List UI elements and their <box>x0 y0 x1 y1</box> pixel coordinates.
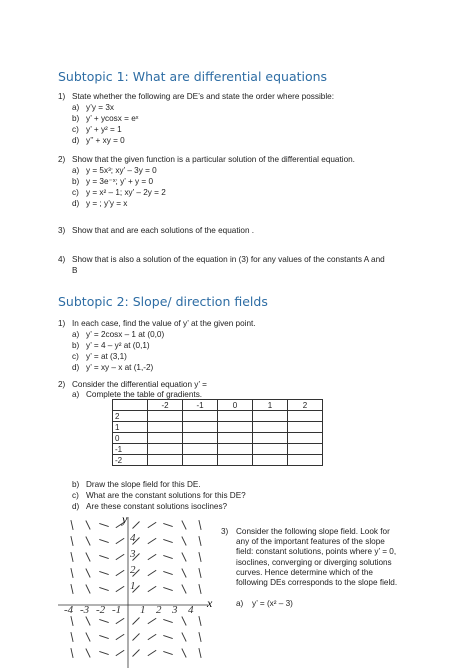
table-header-cell: 2 <box>288 400 323 411</box>
table-cell <box>218 444 253 455</box>
question-text: Show that and are each solutions of the equation . <box>72 226 255 235</box>
table-row <box>113 444 323 455</box>
item-text: y’ = xy – x at (1,-2) <box>86 363 154 372</box>
table-cell <box>288 422 323 433</box>
slope-segment <box>71 616 73 626</box>
slope-segment <box>148 650 156 656</box>
table-cell <box>183 444 218 455</box>
table-header-cell: 1 <box>253 400 288 411</box>
slope-segment <box>133 634 140 641</box>
item-label: a) <box>72 390 80 399</box>
table-cell <box>183 411 218 422</box>
table-cell <box>253 455 288 466</box>
slope-marks <box>71 520 201 658</box>
table-cell <box>288 444 323 455</box>
item-label: b) <box>72 480 80 489</box>
question-number: 2) <box>58 380 66 389</box>
item-label: d) <box>72 502 80 511</box>
item-text: y = ; y’y = x <box>86 199 128 208</box>
gradient-table <box>112 399 323 466</box>
row-header-cell: -1 <box>113 444 148 455</box>
table-cell <box>148 433 183 444</box>
question-text-continued: B <box>72 266 78 275</box>
table-cell <box>218 433 253 444</box>
table-cell <box>148 422 183 433</box>
slope-segment <box>86 617 90 626</box>
slope-segment <box>116 538 124 544</box>
y-tick-label: 4 <box>130 532 136 544</box>
slope-segment <box>133 618 140 625</box>
item-label: d) <box>72 136 80 145</box>
item-text: What are the constant solutions for this DE? <box>86 491 246 500</box>
item-text: y’’ + xy = 0 <box>86 136 125 145</box>
item-label: c) <box>72 125 79 134</box>
slope-segment <box>182 633 186 642</box>
slope-segment <box>199 520 201 530</box>
question-number: 3) <box>221 527 229 536</box>
x-tick-label: -3 <box>80 604 90 616</box>
slope-segment <box>86 521 90 530</box>
slope-segment <box>199 552 201 562</box>
slope-segment <box>199 536 201 546</box>
table-cell <box>183 422 218 433</box>
item-text: y’ + y² = 1 <box>86 125 122 134</box>
slope-segment <box>163 523 172 526</box>
option-text: y’ = (x² – 3) <box>252 599 293 608</box>
slope-segment <box>199 648 201 658</box>
slope-segment <box>99 635 108 638</box>
table-cell <box>288 411 323 422</box>
slope-segment <box>199 632 201 642</box>
table-cell <box>148 411 183 422</box>
slope-segment <box>148 618 156 624</box>
slope-segment <box>99 571 108 574</box>
table-cell <box>288 433 323 444</box>
row-header-cell: -2 <box>113 455 148 466</box>
row-header-cell: 0 <box>113 433 148 444</box>
slope-segment <box>99 651 108 654</box>
slope-field-figure <box>58 513 218 668</box>
question-text-line: field: constant solutions, points where y’ = 0, <box>236 547 397 557</box>
item-text: y’ = at (3,1) <box>86 352 127 361</box>
slope-segment <box>133 650 140 657</box>
slope-segment <box>182 553 186 562</box>
x-tick-label: 4 <box>188 604 194 616</box>
slope-segment <box>86 553 90 562</box>
question-text-line: any of the important features of the slope <box>236 537 385 547</box>
slope-segment <box>182 617 186 626</box>
item-text: Are these constant solutions isoclines? <box>86 502 228 511</box>
slope-segment <box>148 634 156 640</box>
slope-segment <box>116 586 124 592</box>
table-cell <box>218 422 253 433</box>
slope-segment <box>148 586 156 592</box>
y-tick-label: 2 <box>130 564 136 576</box>
slope-segment <box>116 650 124 656</box>
question-text-block <box>236 527 441 588</box>
question-text: In each case, find the value of y’ at the given point. <box>72 319 256 328</box>
slope-segment <box>99 587 108 590</box>
slope-segment <box>133 522 140 529</box>
slope-segment <box>86 585 90 594</box>
slope-segment <box>86 633 90 642</box>
item-text: y = 5x³; xy’ – 3y = 0 <box>86 166 157 175</box>
item-label: c) <box>72 491 79 500</box>
table-cell <box>183 455 218 466</box>
item-label: c) <box>72 352 79 361</box>
x-tick-label: 2 <box>156 604 162 616</box>
question-text-line: isoclines, converging or diverging solutions <box>236 557 392 567</box>
table-cell <box>148 444 183 455</box>
item-label: b) <box>72 114 80 123</box>
slope-segment <box>116 554 124 560</box>
slope-segment <box>99 539 108 542</box>
item-label: d) <box>72 199 80 208</box>
table-header-cell: -2 <box>148 400 183 411</box>
subtopic-1-heading: Subtopic 1: What are differential equations <box>58 69 328 84</box>
table-cell <box>253 411 288 422</box>
slope-segment <box>86 537 90 546</box>
subtopic-2-heading: Subtopic 2: Slope/ direction fields <box>58 294 268 309</box>
slope-segment <box>116 570 124 576</box>
slope-segment <box>99 523 108 526</box>
question-text-line: curves. Hence determine which of the <box>236 567 373 577</box>
slope-segment <box>71 584 73 594</box>
x-tick-label: 3 <box>172 604 178 616</box>
question-text-line: Consider the following slope field. Look for <box>236 527 390 536</box>
x-tick-label: -1 <box>112 604 122 616</box>
slope-segment <box>148 538 156 544</box>
item-label: b) <box>72 341 80 350</box>
item-label: b) <box>72 177 80 186</box>
slope-segment <box>86 649 90 658</box>
slope-segment <box>99 619 108 622</box>
question-number: 4) <box>58 255 66 264</box>
item-text: y = x² – 1; xy’ – 2y = 2 <box>86 188 166 197</box>
slope-segment <box>71 632 73 642</box>
item-text: y’ + ycosx = eˣ <box>86 114 139 123</box>
question-number: 3) <box>58 226 66 235</box>
slope-segment <box>116 634 124 640</box>
table-row <box>113 422 323 433</box>
item-text: y’ = 4 – y² at (0,1) <box>86 341 150 350</box>
x-tick-label: -2 <box>96 604 106 616</box>
table-header-row <box>113 400 323 411</box>
slope-segment <box>182 569 186 578</box>
question-number: 2) <box>58 155 66 164</box>
slope-segment <box>71 568 73 578</box>
question-number: 1) <box>58 92 66 101</box>
table-header-cell <box>113 400 148 411</box>
table-cell <box>253 422 288 433</box>
slope-segment <box>86 569 90 578</box>
table-cell <box>148 455 183 466</box>
slope-segment <box>199 568 201 578</box>
slope-segment <box>163 539 172 542</box>
slope-segment <box>148 522 156 528</box>
slope-segment <box>163 619 172 622</box>
slope-segment <box>148 570 156 576</box>
item-label: a) <box>72 103 80 112</box>
question-text: Show that is also a solution of the equation in (3) for any values of the constants A and <box>72 255 385 264</box>
y-tick-label: 3 <box>130 548 136 560</box>
x-tick-label: -4 <box>64 604 74 616</box>
table-cell <box>253 433 288 444</box>
table-row <box>113 455 323 466</box>
y-axis-label: y <box>122 513 128 526</box>
slope-segment <box>71 536 73 546</box>
question-text-line: following DEs corresponds to the slope field. <box>236 578 398 588</box>
item-text: Complete the table of gradients. <box>86 390 203 399</box>
item-text: y’ = 2cosx – 1 at (0,0) <box>86 330 165 339</box>
table-row <box>113 411 323 422</box>
item-label: c) <box>72 188 79 197</box>
x-axis-label: x <box>207 596 213 610</box>
slope-segment <box>199 616 201 626</box>
slope-segment <box>116 618 124 624</box>
table-header-cell: -1 <box>183 400 218 411</box>
question-text: Show that the given function is a particular solution of the differential equation. <box>72 155 355 164</box>
slope-segment <box>163 555 172 558</box>
slope-segment <box>99 555 108 558</box>
table-header-cell: 0 <box>218 400 253 411</box>
table-row <box>113 433 323 444</box>
table-cell <box>218 411 253 422</box>
question-text: State whether the following are DE’s and state the order where possible: <box>72 92 334 101</box>
slope-segment <box>148 554 156 560</box>
table-cell <box>218 455 253 466</box>
table-cell <box>288 455 323 466</box>
slope-segment <box>163 587 172 590</box>
row-header-cell: 1 <box>113 422 148 433</box>
item-text: y = 3e⁻ˣ; y’ + y = 0 <box>86 177 154 186</box>
slope-segment <box>163 635 172 638</box>
item-label: a) <box>72 166 80 175</box>
question-text: Consider the differential equation y’ = <box>72 380 207 389</box>
slope-segment <box>182 649 186 658</box>
slope-segment <box>71 520 73 530</box>
slope-segment <box>163 571 172 574</box>
item-text: Draw the slope field for this DE. <box>86 480 201 489</box>
slope-segment <box>163 651 172 654</box>
option-label: a) <box>236 599 244 608</box>
item-text: y’y = 3x <box>86 103 114 112</box>
slope-segment <box>71 648 73 658</box>
slope-segment <box>182 585 186 594</box>
x-tick-label: 1 <box>140 604 146 616</box>
slope-segment <box>182 521 186 530</box>
question-number: 1) <box>58 319 66 328</box>
y-tick-label: 1 <box>130 580 136 592</box>
item-label: a) <box>72 330 80 339</box>
slope-segment <box>182 537 186 546</box>
table-cell <box>253 444 288 455</box>
table-cell <box>183 433 218 444</box>
slope-segment <box>199 584 201 594</box>
slope-segment <box>71 552 73 562</box>
row-header-cell: 2 <box>113 411 148 422</box>
item-label: d) <box>72 363 80 372</box>
